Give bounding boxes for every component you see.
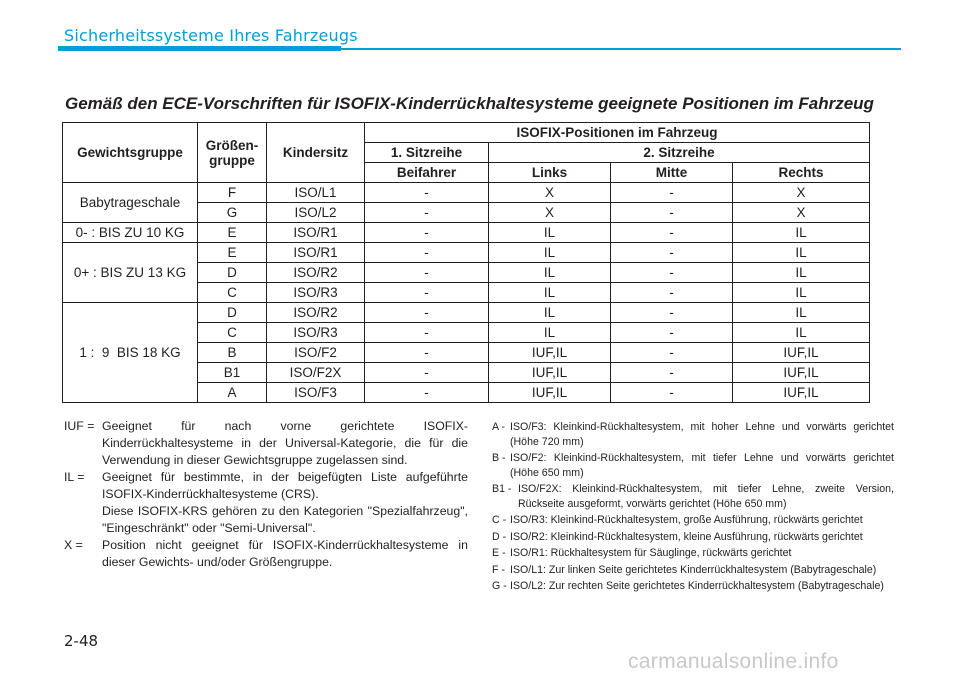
size-cell: C bbox=[198, 323, 267, 343]
links-cell: IL bbox=[489, 283, 611, 303]
table-row bbox=[63, 243, 870, 263]
legend-item bbox=[492, 451, 894, 480]
page-heading: Gemäß den ECE-Vorschriften für ISOFIX-Kinderrückhaltesysteme geeignete Positionen im Fahrzeug bbox=[65, 94, 874, 113]
table-row bbox=[63, 303, 870, 323]
seat-cell: ISO/F2 bbox=[267, 343, 365, 363]
beifahrer-cell: - bbox=[365, 223, 489, 243]
mitte-cell: - bbox=[611, 243, 733, 263]
legend-key: IL = bbox=[64, 470, 85, 484]
size-cell: B1 bbox=[198, 363, 267, 383]
rechts-cell: X bbox=[733, 203, 870, 223]
links-cell: IUF,IL bbox=[489, 343, 611, 363]
weight-group-cell: Babytrageschale bbox=[63, 183, 198, 223]
beifahrer-cell: - bbox=[365, 363, 489, 383]
header-gewichtsgruppe: Gewichtsgruppe bbox=[63, 123, 198, 183]
legend-item bbox=[492, 530, 894, 545]
isofix-positions-table bbox=[62, 122, 870, 403]
beifahrer-cell: - bbox=[365, 303, 489, 323]
header-sitzreihe-2: 2. Sitzreihe bbox=[489, 143, 870, 163]
rechts-cell: IL bbox=[733, 243, 870, 263]
legend-key: D - bbox=[492, 530, 507, 543]
header-isofix-positionen: ISOFIX-Positionen im Fahrzeug bbox=[365, 123, 870, 143]
legend-text: ISO/L2: Zur rechten Seite gerichtetes Kinderrückhaltesystem (Babytrageschale) bbox=[510, 580, 884, 592]
header-rechts: Rechts bbox=[733, 163, 870, 183]
size-cell: F bbox=[198, 183, 267, 203]
legend-item bbox=[492, 513, 894, 528]
mitte-cell: - bbox=[611, 283, 733, 303]
seat-cell: ISO/L1 bbox=[267, 183, 365, 203]
rechts-cell: X bbox=[733, 183, 870, 203]
section-title: Sicherheitssysteme Ihres Fahrzeugs bbox=[64, 26, 358, 45]
legend-iuf bbox=[64, 418, 468, 469]
legend-codes bbox=[64, 418, 468, 571]
header-links: Links bbox=[489, 163, 611, 183]
legend-text: ISO/F2: Kleinkind-Rückhaltesystem, mit tiefer Lehne und vorwärts gerichtet (Höhe 650 mm) bbox=[510, 452, 894, 479]
legend-item bbox=[492, 563, 894, 578]
links-cell: IUF,IL bbox=[489, 383, 611, 403]
size-cell: E bbox=[198, 223, 267, 243]
legend-text: ISO/L1: Zur linken Seite gerichtetes Kinderrückhaltesystem (Babytrageschale) bbox=[510, 563, 877, 576]
legend-text: Geeignet für bestimmte, in der beigefügten Liste aufgeführte ISOFIX-Kinderrückhaltesysteme (CRS). bbox=[102, 470, 468, 501]
legend-item bbox=[492, 579, 894, 594]
legend-il bbox=[64, 469, 468, 537]
header-beifahrer: Beifahrer bbox=[365, 163, 489, 183]
seat-cell: ISO/R2 bbox=[267, 303, 365, 323]
legend-text: Diese ISOFIX-KRS gehören zu den Kategorien "Spezialfahrzeug", "Eingeschränkt" oder "Semi-Universal". bbox=[102, 504, 468, 535]
legend-key: C - bbox=[492, 514, 507, 526]
size-cell: E bbox=[198, 243, 267, 263]
legend-seat-types bbox=[492, 420, 894, 596]
header-kindersitz: Kindersitz bbox=[267, 123, 365, 183]
title-underline-rule bbox=[341, 48, 901, 50]
beifahrer-cell: - bbox=[365, 383, 489, 403]
mitte-cell: - bbox=[611, 183, 733, 203]
page-number: 2-48 bbox=[64, 632, 99, 650]
seat-cell: ISO/F3 bbox=[267, 383, 365, 403]
header-groessen-gruppe: Größen-gruppe bbox=[198, 123, 267, 183]
mitte-cell: - bbox=[611, 303, 733, 323]
legend-text: Position nicht geeignet für ISOFIX-Kinderrückhaltesysteme in dieser Gewichts- und/oder Größengruppe. bbox=[102, 538, 468, 569]
beifahrer-cell: - bbox=[365, 343, 489, 363]
links-cell: IL bbox=[489, 263, 611, 283]
mitte-cell: - bbox=[611, 383, 733, 403]
rechts-cell: IL bbox=[733, 283, 870, 303]
beifahrer-cell: - bbox=[365, 283, 489, 303]
rechts-cell: IL bbox=[733, 263, 870, 283]
seat-cell: ISO/R3 bbox=[267, 283, 365, 303]
mitte-cell: - bbox=[611, 363, 733, 383]
links-cell: IL bbox=[489, 303, 611, 323]
mitte-cell: - bbox=[611, 323, 733, 343]
title-underline-accent bbox=[58, 46, 341, 51]
header-sitzreihe-1: 1. Sitzreihe bbox=[365, 143, 489, 163]
size-cell: G bbox=[198, 203, 267, 223]
rechts-cell: IUF,IL bbox=[733, 343, 870, 363]
links-cell: IUF,IL bbox=[489, 363, 611, 383]
weight-group-cell: 0- : BIS ZU 10 KG bbox=[63, 223, 198, 243]
size-cell: D bbox=[198, 263, 267, 283]
legend-text: ISO/F2X: Kleinkind-Rückhaltesystem, mit tiefer Lehne, zweite Version, Rückseite ausgeformt, vorwärts gerichtet (Höhe 650 mm) bbox=[518, 483, 894, 510]
legend-x bbox=[64, 537, 468, 571]
table-row bbox=[63, 183, 870, 203]
legend-text: ISO/R2: Kleinkind-Rückhaltesystem, kleine Ausführung, rückwärts gerichtet bbox=[510, 530, 863, 543]
rechts-cell: IUF,IL bbox=[733, 363, 870, 383]
size-cell: B bbox=[198, 343, 267, 363]
legend-key: A - bbox=[492, 421, 505, 433]
legend-text: Geeignet für nach vorne gerichtete ISOFIX-Kinderrückhaltesysteme in der Universal-Kategorie, die für die Verwendung in dieser Gewichtsgruppe zugelassen sind. bbox=[102, 419, 468, 467]
weight-group-cell: 0+ : BIS ZU 13 KG bbox=[63, 243, 198, 303]
legend-item bbox=[492, 482, 894, 511]
mitte-cell: - bbox=[611, 223, 733, 243]
seat-cell: ISO/R1 bbox=[267, 223, 365, 243]
beifahrer-cell: - bbox=[365, 243, 489, 263]
seat-cell: ISO/R3 bbox=[267, 323, 365, 343]
rechts-cell: IL bbox=[733, 303, 870, 323]
legend-key: E - bbox=[492, 547, 506, 559]
size-cell: C bbox=[198, 283, 267, 303]
seat-cell: ISO/L2 bbox=[267, 203, 365, 223]
seat-cell: ISO/R1 bbox=[267, 243, 365, 263]
seat-cell: ISO/F2X bbox=[267, 363, 365, 383]
rechts-cell: IUF,IL bbox=[733, 383, 870, 403]
legend-text: ISO/R1: Rückhaltesystem für Säuglinge, rückwärts gerichtet bbox=[510, 547, 792, 559]
legend-item bbox=[492, 546, 894, 561]
mitte-cell: - bbox=[611, 343, 733, 363]
legend-key: X = bbox=[64, 538, 83, 552]
size-cell: D bbox=[198, 303, 267, 323]
legend-item bbox=[492, 420, 894, 449]
rechts-cell: IL bbox=[733, 223, 870, 243]
header-mitte: Mitte bbox=[611, 163, 733, 183]
links-cell: IL bbox=[489, 323, 611, 343]
size-cell: A bbox=[198, 383, 267, 403]
beifahrer-cell: - bbox=[365, 203, 489, 223]
table-row bbox=[63, 223, 870, 243]
links-cell: X bbox=[489, 183, 611, 203]
legend-key: G - bbox=[492, 580, 507, 592]
mitte-cell: - bbox=[611, 263, 733, 283]
legend-key: F - bbox=[492, 563, 505, 576]
legend-key: B1 - bbox=[492, 483, 512, 495]
rechts-cell: IL bbox=[733, 323, 870, 343]
links-cell: IL bbox=[489, 243, 611, 263]
legend-key: IUF = bbox=[64, 419, 95, 433]
legend-key: B - bbox=[492, 452, 506, 464]
watermark-text: carmanualsonline.info bbox=[628, 650, 839, 673]
links-cell: IL bbox=[489, 223, 611, 243]
beifahrer-cell: - bbox=[365, 183, 489, 203]
weight-group-cell: 1 : 9 BIS 18 KG bbox=[63, 303, 198, 403]
seat-cell: ISO/R2 bbox=[267, 263, 365, 283]
legend-text: ISO/R3: Kleinkind-Rückhaltesystem, große Ausführung, rückwärts gerichtet bbox=[510, 514, 863, 526]
links-cell: X bbox=[489, 203, 611, 223]
beifahrer-cell: - bbox=[365, 323, 489, 343]
beifahrer-cell: - bbox=[365, 263, 489, 283]
legend-text: ISO/F3: Kleinkind-Rückhaltesystem, mit hoher Lehne und vorwärts gerichtet (Höhe 720 mm) bbox=[510, 421, 894, 448]
mitte-cell: - bbox=[611, 203, 733, 223]
